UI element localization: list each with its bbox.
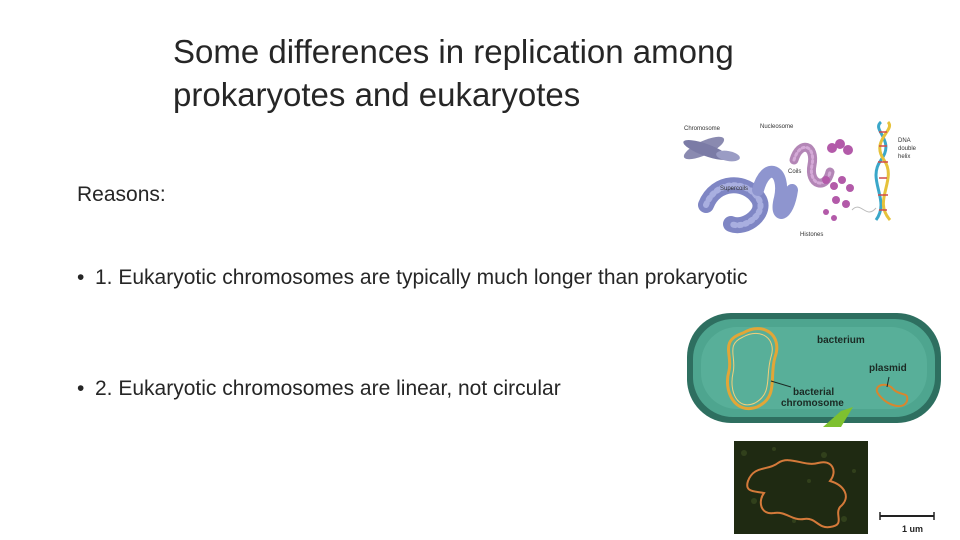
reasons-heading: Reasons:	[77, 183, 166, 206]
nucleosome-beads-icon	[822, 139, 854, 221]
bullet-dot-icon: •	[77, 377, 85, 400]
label-histones: Histones	[800, 232, 824, 238]
bullet-text-1: 1. Eukaryotic chromosomes are typically much longer than prokaryotic	[95, 266, 748, 289]
label-bacterial: bacterial	[793, 387, 835, 398]
label-nucleosome: Nucleosome	[760, 124, 794, 130]
slide-title: Some differences in replication among prokaryotes and eukaryotes	[173, 33, 734, 113]
scale-label: 1 um	[902, 524, 924, 534]
label-bacterium: bacterium	[817, 335, 865, 346]
bullet-text-2: 2. Eukaryotic chromosomes are linear, not circular	[95, 377, 561, 400]
chromatin-packing-diagram-icon	[676, 120, 920, 240]
bullet-item-1	[77, 263, 767, 292]
label-dna: DNA	[898, 138, 911, 144]
label-plasmid: plasmid	[869, 363, 907, 374]
label-supercoils: Supercoils	[720, 186, 749, 192]
dna-helix-icon	[876, 122, 890, 220]
bacterium-cell-icon	[683, 307, 945, 427]
label-coils: Coils	[788, 169, 802, 175]
chromosome-icon	[681, 132, 741, 163]
label-chromosome: Chromosome	[684, 126, 721, 132]
label-bacterial-chromosome: chromosome	[781, 398, 844, 409]
bacterial-dna-micrograph-icon	[734, 441, 868, 534]
bullet-dot-icon: •	[77, 266, 85, 289]
label-helix: helix	[898, 154, 911, 160]
supercoil-icon	[706, 172, 792, 225]
label-double: double	[898, 146, 917, 152]
scale-bar-icon	[872, 510, 942, 536]
bullet-item-2	[77, 374, 677, 403]
